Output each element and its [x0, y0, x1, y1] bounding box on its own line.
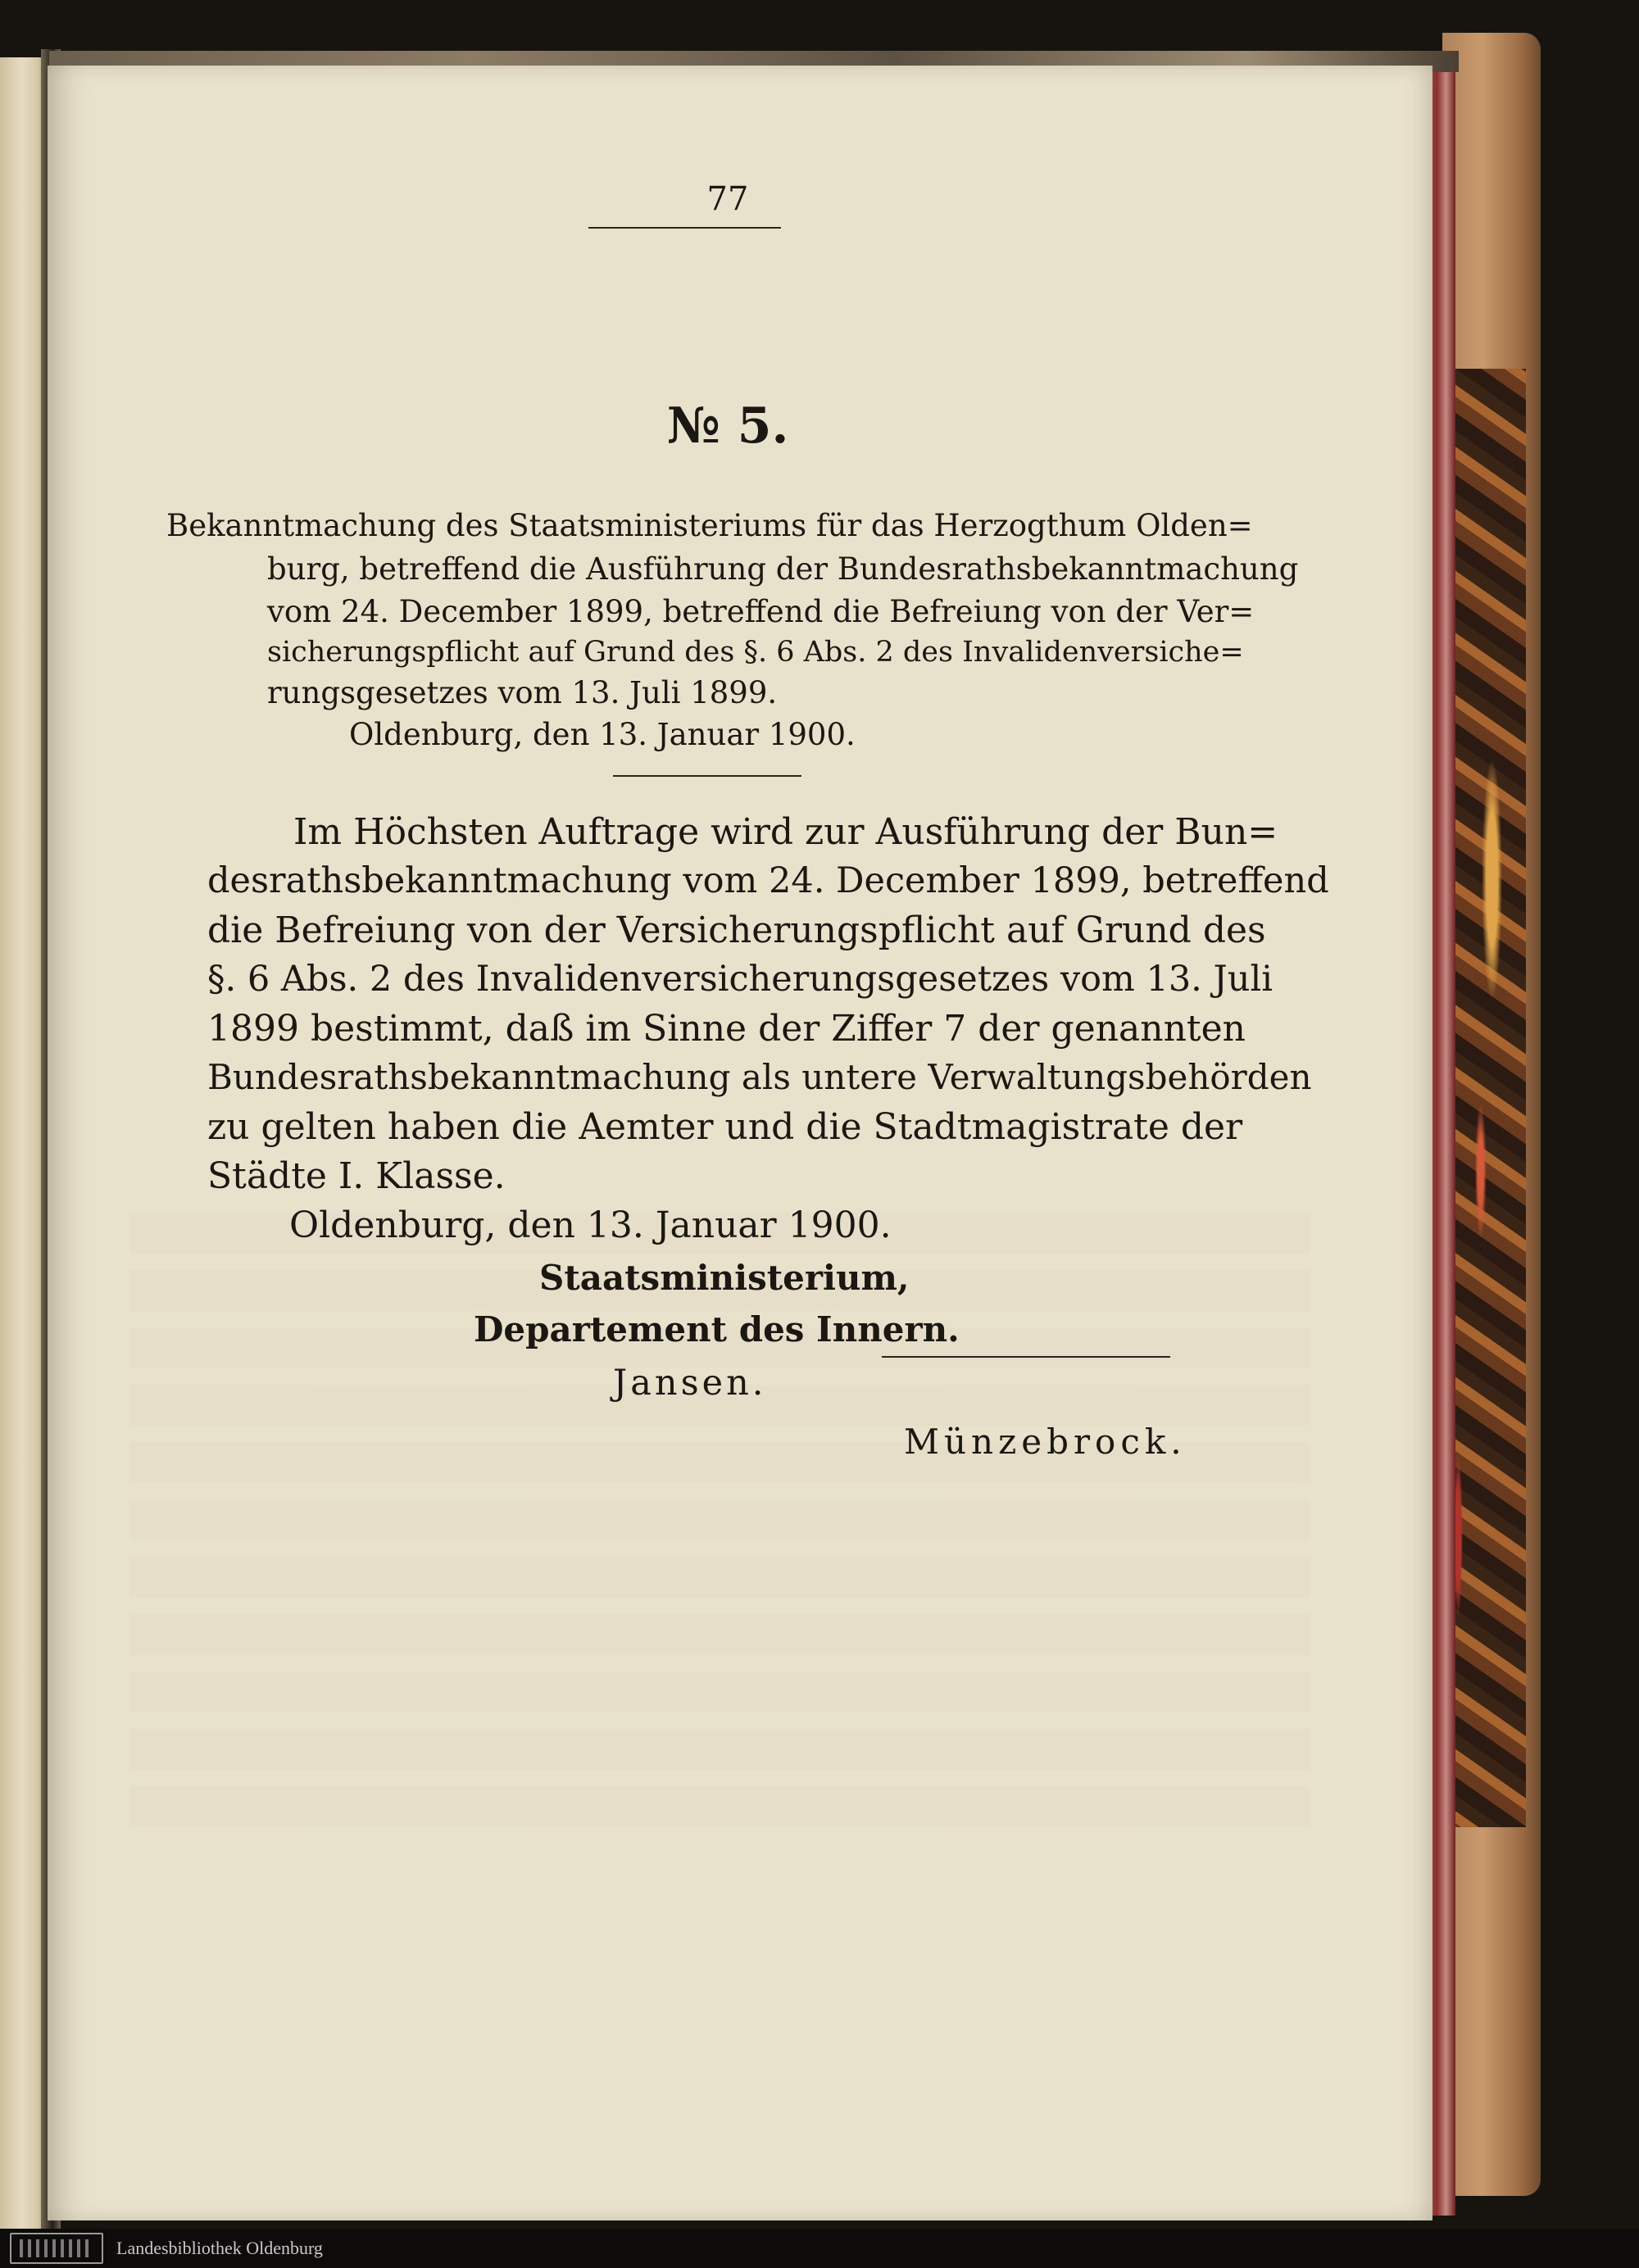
body-line: 1899 bestimmt, daß im Sinne der Ziffer 7 der genannten [207, 1008, 1246, 1050]
body-line: §. 6 Abs. 2 des Invalidenversicherungsgesetzes vom 13. Juli [207, 959, 1273, 1000]
signature-secretary: Münzebrock. [904, 1422, 1187, 1462]
signature-minister: Jansen. [613, 1363, 767, 1404]
section-rule [613, 775, 801, 777]
book-page [48, 66, 1432, 2220]
heading-line: burg, betreffend die Ausführung der Bundesrathsbekanntmachung [267, 551, 1299, 587]
library-building-icon [10, 2233, 103, 2264]
heading-line: sicherungspflicht auf Grund des §. 6 Abs. 2 des Invalidenversiche= [267, 636, 1244, 669]
body-line: zu gelten haben die Aemter und die Stadtmagistrate der [207, 1106, 1243, 1148]
document-number: № 5. [666, 397, 789, 455]
body-line: die Befreiung von der Versicherungspflicht auf Grund des [207, 909, 1266, 951]
body-line: Städte I. Klasse. [207, 1155, 506, 1197]
signature-rule [882, 1356, 1170, 1358]
footer-bar [0, 2229, 1639, 2268]
signature-department: Departement des Innern. [474, 1309, 960, 1349]
signature-ministry: Staatsministerium, [539, 1258, 910, 1298]
heading-line: vom 24. December 1899, betreffend die Befreiung von der Ver= [267, 594, 1255, 629]
body-line: Im Höchsten Auftrage wird zur Ausführung der Bun= [293, 811, 1278, 853]
heading-line: Bekanntmachung des Staatsministeriums für das Herzogthum Olden= [166, 508, 1253, 543]
body-line: desrathsbekanntmachung vom 24. December 1899, betreffend [207, 860, 1329, 901]
show-through-block [129, 1213, 1310, 1835]
body-line: Bundesrathsbekanntmachung als untere Verwaltungsbehörden [207, 1057, 1312, 1097]
dateline: Oldenburg, den 13. Januar 1900. [289, 1204, 892, 1246]
heading-line: rungsgesetzes vom 13. Juli 1899. [267, 675, 778, 710]
library-name[interactable]: Landesbibliothek Oldenburg [116, 2238, 323, 2258]
page-number: 77 [706, 180, 749, 218]
page-number-rule [588, 227, 781, 229]
heading-dateline: Oldenburg, den 13. Januar 1900. [349, 717, 856, 752]
